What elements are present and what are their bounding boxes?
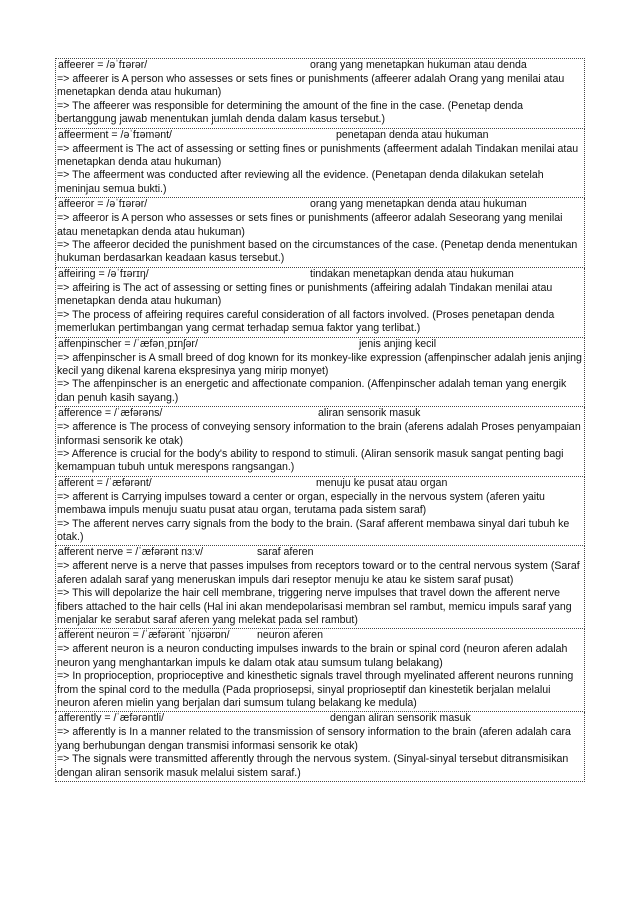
entry xyxy=(55,268,585,338)
dictionary-page xyxy=(55,58,585,782)
definition: => affenpinscher is A small breed of dog known for its monkey-like expression (affenpinscher adalah jenis anjing kecil yang dikenal karena ekspresinya yang mirip monyet) xyxy=(57,351,582,377)
entry-header xyxy=(57,629,583,643)
example: => This will depolarize the hair cell membrane, triggering nerve impulses that travel down the afferent nerve fibers attached to the hair cells (Hal ini akan mendepolarisasi membran sel rambut, memicu impuls saraf yang menjalar ke serabut saraf aferen yang melekat pada sel rambut) xyxy=(57,587,572,626)
gloss: penetapan denda atau hukuman xyxy=(336,128,489,141)
gloss: tindakan menetapkan denda atau hukuman xyxy=(310,267,514,280)
entry xyxy=(55,629,585,712)
headword: affeeror = /əˈfɪərər/ xyxy=(58,198,148,211)
headword: afferently = /ˈæfərəntli/ xyxy=(58,712,165,725)
headword: affeerer = /əˈfɪərər/ xyxy=(58,59,148,71)
gloss: dengan aliran sensorik masuk xyxy=(330,712,471,725)
example: => The signals were transmitted afferently through the nervous system. (Sinyal-sinyal tersebut ditransmisikan dengan aliran sensorik masuk melalui sistem saraf.) xyxy=(57,753,569,779)
gloss: saraf aferen xyxy=(257,546,314,559)
entry xyxy=(55,198,585,268)
entry-header xyxy=(57,129,583,143)
definition: => affeerer is A person who assesses or sets fines or punishments (affeerer adalah Orang yang menilai atau menetapkan denda atau hukuman) xyxy=(57,73,565,99)
headword: afferent nerve = /ˈæfərənt nɜːv/ xyxy=(58,546,204,559)
entry-header xyxy=(57,477,583,491)
entry xyxy=(55,712,585,782)
entry xyxy=(55,546,585,629)
entry xyxy=(55,407,585,477)
example: => Afference is crucial for the body's ability to respond to stimuli. (Aliran sensorik masuk sangat penting bagi kemampuan tubuh untuk merespons rangsangan.) xyxy=(57,447,564,474)
entry-header xyxy=(57,338,583,352)
headword: afferent neuron = /ˈæfərənt ˈnjʊərɒn/ xyxy=(58,629,230,642)
entry-header xyxy=(57,407,583,421)
gloss: aliran sensorik masuk xyxy=(318,407,421,420)
headword: affeiring = /əˈfɪərɪŋ/ xyxy=(58,267,149,280)
example: => The affeeror decided the punishment based on the circumstances of the case. (Penetap denda menentukan hukuman berdasarkan keadaan kasus tersebut.) xyxy=(57,239,578,265)
definition: => afferent is Carrying impulses toward a center or organ, especially in the nervous system (aferen yaitu membawa impuls menuju suatu pusat atau organ, terutama pada sistem saraf) xyxy=(57,490,545,517)
entry xyxy=(55,477,585,547)
entry-header xyxy=(57,59,583,73)
headword: afference = /ˈæfərəns/ xyxy=(58,407,163,420)
headword: afferent = /ˈæfərənt/ xyxy=(58,476,152,489)
definition: => afferent nerve is a nerve that passes impulses from receptors toward or to the central nervous system (Saraf aferen adalah saraf yang meneruskan impuls dari reseptor menuju ke atau ke sistem saraf pusat) xyxy=(57,560,580,586)
gloss: orang yang menetapkan hukuman atau denda xyxy=(310,59,527,71)
gloss: neuron aferen xyxy=(257,629,323,642)
example: => The affeerer was responsible for determining the amount of the fine in the case. (Penetap denda bertanggung jawab menentukan jumlah denda dalam kasus tersebut.) xyxy=(57,99,524,126)
gloss: menuju ke pusat atau organ xyxy=(316,476,448,489)
headword: affeerment = /əˈfɪəmənt/ xyxy=(58,128,172,141)
headword: affenpinscher = /ˈæfənˌpɪnʃər/ xyxy=(58,337,198,350)
definition: => afference is The process of conveying sensory information to the brain (aferens adalah Proses penyampaian informasi sensorik ke otak) xyxy=(57,421,581,447)
definition: => affeiring is The act of assessing or setting fines or punishments (affeiring adalah Tindakan menilai atau menetapkan denda atau hukuman) xyxy=(57,281,553,308)
example: => The process of affeiring requires careful consideration of all factors involved. (Proses penetapan denda memerlukan pertimbangan yang cermat terhadap semua faktor yang terlibat.) xyxy=(57,308,555,335)
gloss: orang yang menetapkan denda atau hukuman xyxy=(310,198,527,211)
example: => The affenpinscher is an energetic and affectionate companion. (Affenpinscher adalah teman yang energik dan penuh kasih sayang.) xyxy=(57,378,567,404)
example: => The afferent nerves carry signals from the body to the brain. (Saraf afferent membawa sinyal dari tubuh ke otak.) xyxy=(57,517,570,543)
entry xyxy=(55,58,585,129)
definition: => afferent neuron is a neuron conducting impulses inwards to the brain or spinal cord (neuron aferen adalah neuron yang menghantarkan impuls ke dalam otak atau sumsum tulang belakang) xyxy=(57,643,568,669)
definition: => affeeror is A person who assesses or sets fines or punishments (affeeror adalah Seseorang yang menilai atau menetapkan denda atau hukuman) xyxy=(57,212,563,238)
entry xyxy=(55,129,585,199)
entry-header xyxy=(57,712,583,726)
definition: => afferently is In a manner related to the transmission of sensory information to the brain (aferen adalah cara yang berhubungan dengan transmisi informasi sensorik ke otak) xyxy=(57,726,571,752)
definition: => affeerment is The act of assessing or setting fines or punishments (affeerment adalah Tindakan menilai atau menetapkan denda atau hukuman) xyxy=(57,142,579,169)
entry-header xyxy=(57,268,583,282)
entry-header xyxy=(57,546,583,560)
example: => The affeerment was conducted after reviewing all the evidence. (Penetapan denda dilakukan setelah meninjau semua bukti.) xyxy=(57,169,544,195)
example: => In proprioception, proprioceptive and kinesthetic signals travel through myelinated afferent neurons running from the spinal cord to the medulla (Pada propriosepsi, sinyal proprioseptif dan kinestetik berjalan melalui neuron aferen mielin yang berjalan dari sumsum tulang belakang ke medula) xyxy=(57,670,574,710)
entry xyxy=(55,338,585,408)
entry-header xyxy=(57,198,583,212)
gloss: jenis anjing kecil xyxy=(359,337,437,350)
